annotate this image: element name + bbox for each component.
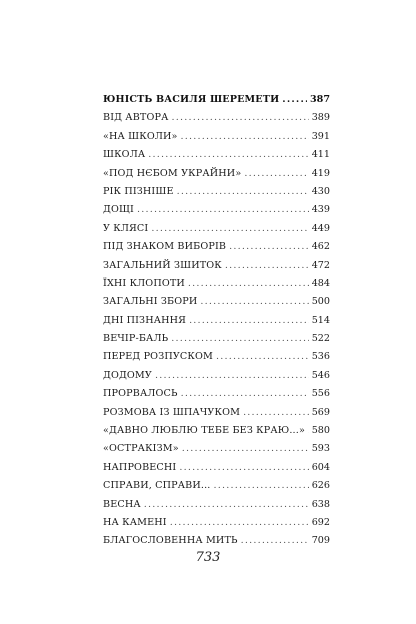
- toc-entry-page: 580: [311, 425, 330, 437]
- toc-entry-title: «НА ШКОЛИ»: [103, 130, 178, 142]
- toc-entry-title: ДОЩІ: [103, 204, 135, 216]
- toc-entry-title: ПІД ЗНАКОМ ВИБОРІВ: [103, 241, 227, 253]
- toc-entry-page: 638: [311, 498, 330, 510]
- toc-entry-page: 556: [311, 388, 330, 400]
- toc-leader-dots: [216, 348, 309, 366]
- toc-entry: [103, 220, 330, 238]
- toc-leader-dots: [172, 109, 309, 127]
- toc-entry-page: 536: [311, 351, 330, 363]
- toc-leader-dots: [225, 257, 309, 275]
- toc-leader-dots: [181, 385, 309, 403]
- toc-entry-page: 500: [311, 296, 330, 308]
- toc-entry-page: 472: [311, 259, 330, 271]
- toc-entry: [103, 146, 330, 164]
- toc-entry-title: РІК ПІЗНІШЕ: [103, 185, 174, 197]
- toc-entry-page: 546: [311, 369, 330, 381]
- toc-entry: [103, 514, 330, 532]
- table-of-contents: [103, 91, 330, 551]
- toc-entry-page: 692: [311, 516, 330, 528]
- toc-entry: [103, 477, 330, 495]
- toc-entry-page: 439: [311, 204, 330, 216]
- toc-entry-page: 449: [311, 222, 330, 234]
- toc-entry-title: БЛАГОСЛОВЕННА МИТЬ: [103, 535, 238, 547]
- toc-entry-page: 484: [311, 277, 330, 289]
- toc-entry-title: ВЕЧІР-БАЛЬ: [103, 333, 169, 345]
- toc-entry: [103, 459, 330, 477]
- toc-entry-title: ДОДОМУ: [103, 369, 152, 381]
- toc-entry: [103, 275, 330, 293]
- toc-entry: [103, 367, 330, 385]
- toc-entry-page: 709: [311, 535, 330, 547]
- toc-entry-page: 391: [311, 130, 330, 142]
- toc-entry-title: НА КАМЕНІ: [103, 516, 167, 528]
- toc-entry: [103, 312, 330, 330]
- toc-leader-dots: [179, 459, 308, 477]
- toc-leader-dots: [189, 312, 309, 330]
- toc-leader-dots: [170, 514, 309, 532]
- toc-leader-dots: [171, 330, 308, 348]
- toc-entry-page: 514: [311, 314, 330, 326]
- toc-entry: [103, 165, 330, 183]
- toc-entry: [103, 257, 330, 275]
- toc-entry: [103, 385, 330, 403]
- toc-entry: [103, 422, 330, 440]
- toc-leader-dots: [182, 440, 309, 458]
- toc-leader-dots: [177, 183, 309, 201]
- toc-entry-page: 604: [311, 461, 330, 473]
- toc-leader-dots: [282, 91, 307, 109]
- toc-leader-dots: [241, 532, 309, 550]
- toc-leader-dots: [188, 275, 309, 293]
- toc-entry-title: «ОСТРАКІЗМ»: [103, 443, 179, 455]
- toc-entry-title: У КЛЯСІ: [103, 222, 149, 234]
- toc-entry-page: 389: [311, 112, 330, 124]
- toc-entry: [103, 109, 330, 127]
- toc-entry-title: ВЕСНА: [103, 498, 141, 510]
- toc-leader-dots: [308, 422, 309, 440]
- toc-entry-page: 569: [311, 406, 330, 418]
- toc-leader-dots: [148, 146, 308, 164]
- toc-entry-title: «ДАВНО ЛЮБЛЮ ТЕБЕ БЕЗ КРАЮ...»: [103, 425, 305, 437]
- toc-leader-dots: [200, 293, 308, 311]
- toc-entry: [103, 440, 330, 458]
- toc-entry-title: ВІД АВТОРА: [103, 112, 169, 124]
- toc-entry-title: ШКОЛА: [103, 149, 146, 161]
- toc-entry: [103, 183, 330, 201]
- toc-entry-title: ДНІ ПІЗНАННЯ: [103, 314, 187, 326]
- toc-entry-title: РОЗМОВА ІЗ ШПАЧУКОМ: [103, 406, 241, 418]
- toc-leader-dots: [155, 367, 309, 385]
- toc-entry: [103, 404, 330, 422]
- toc-entry-title: ЇХНІ КЛОПОТИ: [103, 277, 185, 289]
- toc-entry: [103, 91, 330, 109]
- toc-entry-title: ЗАГАЛЬНІ ЗБОРИ: [103, 296, 198, 308]
- toc-entry: [103, 348, 330, 366]
- toc-entry-page: 462: [311, 241, 330, 253]
- toc-leader-dots: [214, 477, 309, 495]
- toc-leader-dots: [181, 128, 309, 146]
- toc-entry-title: ЮНІСТЬ ВАСИЛЯ ШЕРЕМЕТИ: [103, 94, 280, 105]
- toc-leader-dots: [151, 220, 308, 238]
- toc-leader-dots: [229, 238, 309, 256]
- toc-leader-dots: [243, 404, 309, 422]
- toc-entry-page: 411: [311, 149, 330, 161]
- toc-entry-title: ПРОРВАЛОСЬ: [103, 388, 178, 400]
- toc-entry-title: ПЕРЕД РОЗПУСКОМ: [103, 351, 213, 363]
- toc-entry: [103, 128, 330, 146]
- toc-entry-page: 626: [311, 480, 330, 492]
- toc-entry-page: 387: [309, 94, 330, 105]
- toc-leader-dots: [137, 201, 309, 219]
- toc-entry-page: 522: [311, 333, 330, 345]
- toc-entry: [103, 496, 330, 514]
- toc-entry: [103, 293, 330, 311]
- toc-entry-title: «ПОД НЄБОМ УКРАЙНИ»: [103, 167, 242, 179]
- toc-entry: [103, 201, 330, 219]
- toc-entry-page: 593: [311, 443, 330, 455]
- page-number: 733: [195, 550, 221, 565]
- toc-leader-dots: [144, 496, 309, 514]
- toc-entry-title: СПРАВИ, СПРАВИ...: [103, 480, 211, 492]
- toc-entry-page: 430: [311, 185, 330, 197]
- toc-entry-page: 419: [311, 167, 330, 179]
- toc-leader-dots: [244, 165, 308, 183]
- toc-entry-title: НАПРОВЕСНІ: [103, 461, 177, 473]
- toc-entry-title: ЗАГАЛЬНИЙ ЗШИТОК: [103, 259, 222, 271]
- toc-entry: [103, 532, 330, 550]
- toc-entry: [103, 238, 330, 256]
- toc-entry: [103, 330, 330, 348]
